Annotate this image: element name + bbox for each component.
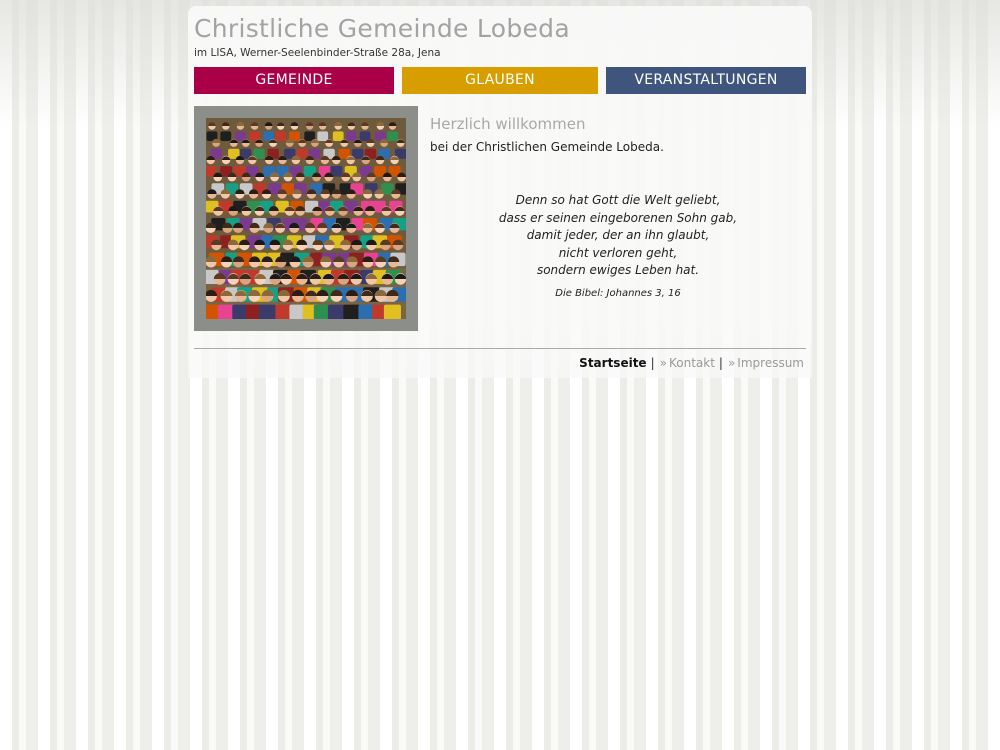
nav-glauben[interactable]: GLAUBEN	[402, 67, 598, 94]
verse-line: damit jeder, der an ihn glaubt,	[526, 228, 710, 242]
verse-line: Denn so hat Gott die Welt geliebt,	[515, 193, 721, 207]
verse-line: dass er seinen eingeborenen Sohn gab,	[498, 210, 738, 225]
verse-source: Die Bibel: Johannes 3, 16	[555, 288, 681, 299]
welcome-intro: bei der Christlichen Gemeinde Lobeda.	[430, 140, 664, 154]
group-photo	[206, 118, 406, 319]
welcome-heading: Herzlich willkommen	[430, 115, 586, 133]
photo-frame	[194, 106, 418, 331]
footer-nav	[579, 356, 804, 370]
footer-divider	[194, 348, 806, 349]
bible-verse	[430, 192, 806, 280]
site-address: im LISA, Werner-Seelenbinder-Straße 28a, Jena	[194, 47, 441, 59]
verse-line: nicht verloren geht,	[558, 245, 678, 260]
double-arrow-icon: »	[727, 356, 736, 370]
group-photo-image	[206, 118, 406, 319]
footer-link-kontakt[interactable]: Kontakt	[668, 356, 715, 370]
footer-separator: |	[650, 356, 655, 370]
footer-current-page[interactable]: Startseite	[579, 356, 647, 370]
page-container	[188, 6, 812, 378]
site-title[interactable]: Christliche Gemeinde Lobeda	[194, 14, 570, 43]
footer-separator: |	[718, 356, 723, 370]
double-arrow-icon: »	[659, 356, 667, 370]
footer-link-impressum[interactable]: Impressum	[737, 356, 804, 370]
nav-veranstaltungen[interactable]: VERANSTALTUNGEN	[606, 67, 806, 94]
verse-line: sondern ewiges Leben hat.	[536, 263, 700, 277]
nav-gemeinde[interactable]: GEMEINDE	[194, 67, 394, 94]
